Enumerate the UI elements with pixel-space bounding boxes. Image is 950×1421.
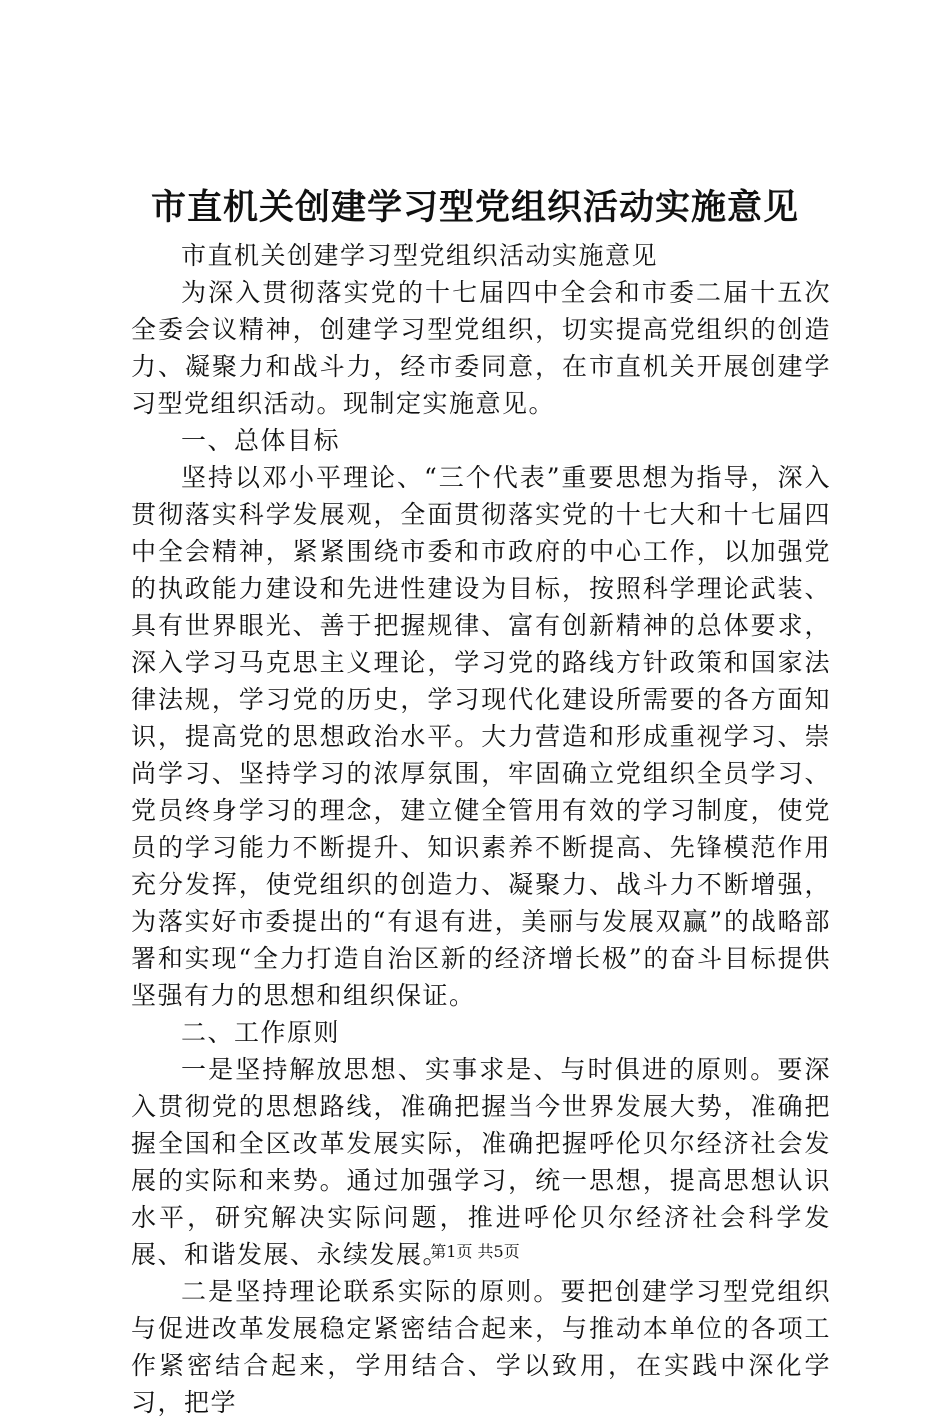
- paragraph-goals: 坚持以邓小平理论、“三个代表”重要思想为指导，深入贯彻落实科学发展观，全面贯彻落实党的十七大和十七届四中全会精神，紧紧围绕市委和市政府的中心工作，以加强党的执政能力建设和先进性建设为目标，按照科学理论武装、具有世界眼光、善于把握规律、富有创新精神的总体要求，深入学习马克思主义理论，学习党的路线方针政策和国家法律法规，学习党的历史，学习现代化建设所需要的各方面知识，提高党的思想政治水平。大力营造和形成重视学习、崇尚学习、坚持学习的浓厚氛围，牢固确立党组织全员学习、党员终身学习的理念，建立健全管用有效的学习制度，使党员的学习能力不断提升、知识素养不断提高、先锋模范作用充分发挥，使党组织的创造力、凝聚力、战斗力不断增强，为落实好市委提出的“有退有进，美丽与发展双赢”的战略部署和实现“全力打造自治区新的经济增长极”的奋斗目标提供坚强有力的思想和组织保证。: [131, 463, 831, 1010]
- paragraph-principle-two: 二是坚持理论联系实际的原则。要把创建学习型党组织与促进改革发展稳定紧密结合起来，与推动本单位的各项工作紧密结合起来，学用结合、学以致用，在实践中深化学习，把学: [131, 1277, 831, 1417]
- paragraph-principle-one: 一是坚持解放思想、实事求是、与时俱进的原则。要深入贯彻党的思想路线，准确把握当今世界发展大势，准确把握全国和全区改革发展实际，准确把握呼伦贝尔经济社会发展的实际和来势。通过加强学习，统一思想，提高思想认识水平，研究解决实际问题，推进呼伦贝尔经济社会科学发展、和谐发展、永续发展。: [131, 1055, 831, 1269]
- document-title: 市直机关创建学习型党组织活动实施意见: [150, 187, 799, 228]
- page-footer: 第1页 共5页: [430, 1242, 520, 1261]
- section-heading-goals: 一、总体目标: [181, 426, 341, 455]
- paragraph-subtitle: 市直机关创建学习型党组织活动实施意见: [181, 241, 659, 270]
- paragraph-intro: 为深入贯彻落实党的十七届四中全会和市委二届十五次全委会议精神，创建学习型党组织，切实提高党组织的创造力、凝聚力和战斗力，经市委同意，在市直机关开展创建学习型党组织活动。现制定实施意见。: [131, 278, 831, 418]
- section-heading-principles: 二、工作原则: [181, 1018, 341, 1047]
